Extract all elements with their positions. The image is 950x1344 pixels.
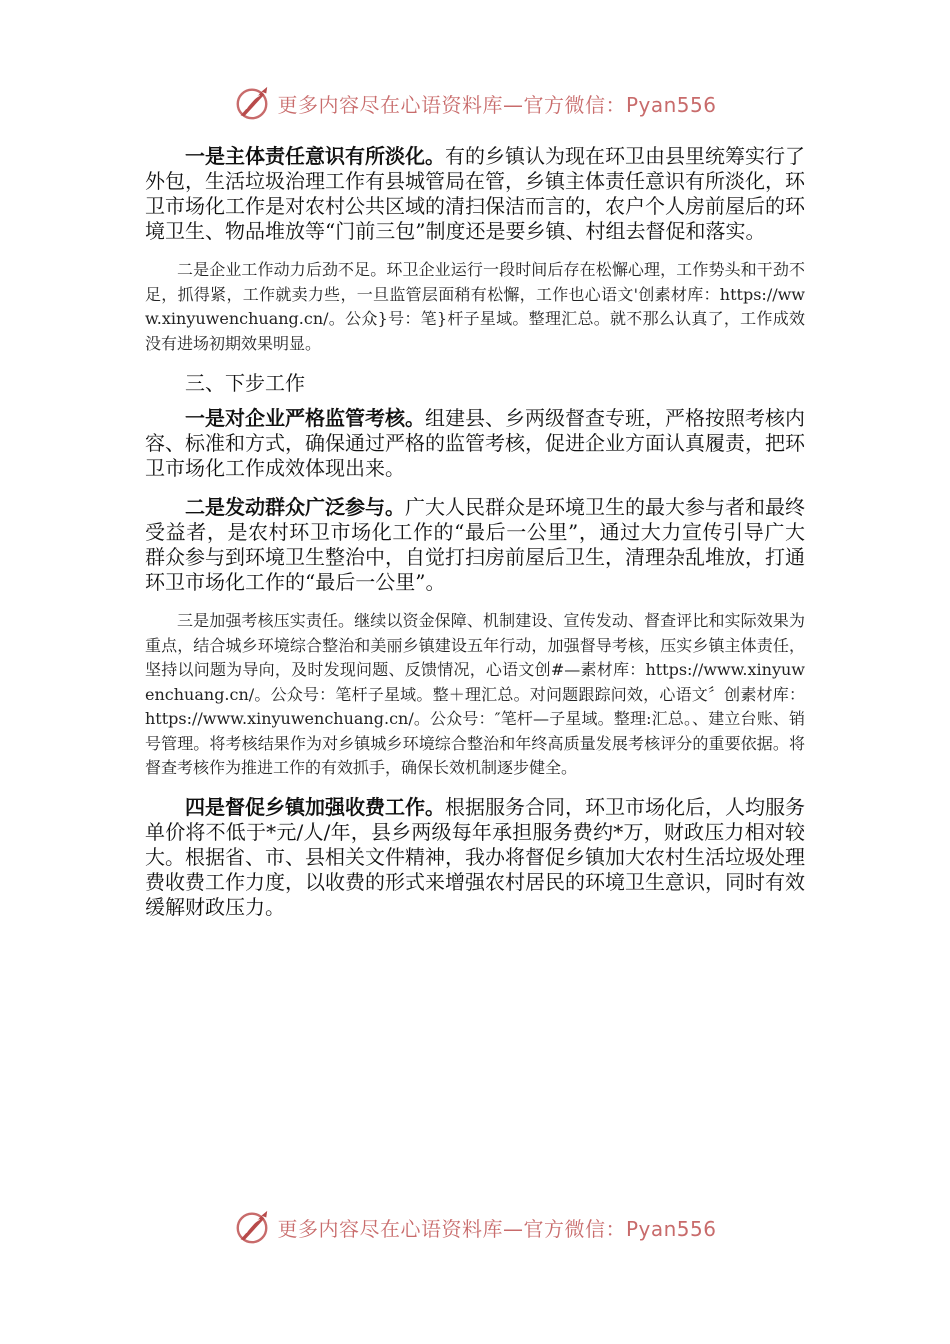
watermark-banner-top [0,83,950,123]
document-body [145,144,805,934]
paragraph-6 [145,795,805,920]
paragraph-1 [145,144,805,244]
paragraph-2: 二是企业工作动力后劲不足。环卫企业运行一段时间后存在松懈心理，工作势头和干劲不足，抓得紧，工作就卖力些，一旦监管层面稍有松懈，工作也心语文'创素材库：https://www.xinyuwenchuang.cn/。公众}号：笔}杆子星域。整理汇总。就不那么认真了，工作成效没有进场初期效果明显。 [145,260,805,353]
paragraph-1-text: 有的乡镇认为现在环卫由县里统筹实行了外包，生活垃圾治理工作有县城管局在管，乡镇主体责任意识有所淡化，环卫市场化工作是对农村公共区域的清扫保洁而言的，农户个人房前屋后的环境卫生、物品堆放等“门前三包”制度还是要乡镇、村组去督促和落实。 [145,144,805,243]
paragraph-4-lead: 二是发动群众广泛参与。 [185,495,405,519]
watermark-banner-bottom [0,1207,950,1247]
watermark-text: 更多内容尽在心语资料库—官方微信：Pyan556 [277,1216,717,1241]
section-heading: 三、下步工作 [185,371,305,395]
paragraph-6-text: 根据服务合同，环卫市场化后，人均服务单价将不低于*元/人/年，县乡两级每年承担服务费约*万，财政压力相对较大。根据省、市、县相关文件精神，我办将督促乡镇加大农村生活垃圾处理费收费工作力度，以收费的形式来增强农村居民的环境卫生意识，同时有效缓解财政压力。 [145,794,805,919]
paragraph-5: 三是加强考核压实责任。继续以资金保障、机制建设、宣传发动、督查评比和实际效果为重点，结合城乡环境综合整治和美丽乡镇建设五年行动，加强督导考核，压实乡镇主体责任，坚持以问题为导向，及时发现问题、反馈情况，心语文创#—素材库：https://www.xinyuwenchuang.cn/。公众号：笔杆子星域。整＋理汇总。对问题跟踪问效，心语文〞创素材库：https://www.xinyuwenchuang.cn/。公众号：″笔杆—子星域。整理:汇总。、建立台账、销号管理。将考核结果作为对乡镇城乡环境综合整治和年终高质量发展考核评分的重要依据。将督查考核作为推进工作的有效抓手，确保长效机制逐步健全。 [145,611,805,777]
paragraph-6-lead: 四是督促乡镇加强收费工作。 [185,794,445,819]
paragraph-4 [145,495,805,595]
paragraph-3-text: 组建县、乡两级督查专班，严格按照考核内容、标准和方式，确保通过严格的监管考核，促进企业方面认真履责，把环卫市场化工作成效体现出来。 [145,406,805,480]
paragraph-4-text: 广大人民群众是环境卫生的最大参与者和最终受益者，是农村环卫市场化工作的“最后一公里”，通过大力宣传引导广大群众参与到环境卫生整治中，自觉打扫房前屋后卫生，清理杂乱堆放，打通环卫市场化工作的“最后一公里”。 [145,495,805,594]
paragraph-1-lead: 一是主体责任意识有所淡化。 [185,144,445,168]
paragraph-3-lead: 一是对企业严格监管考核。 [185,406,425,430]
pen-feather-logo-icon [233,84,271,122]
watermark-text: 更多内容尽在心语资料库—官方微信：Pyan556 [277,92,717,117]
pen-feather-logo-icon [233,1208,271,1246]
paragraph-3 [145,406,805,481]
